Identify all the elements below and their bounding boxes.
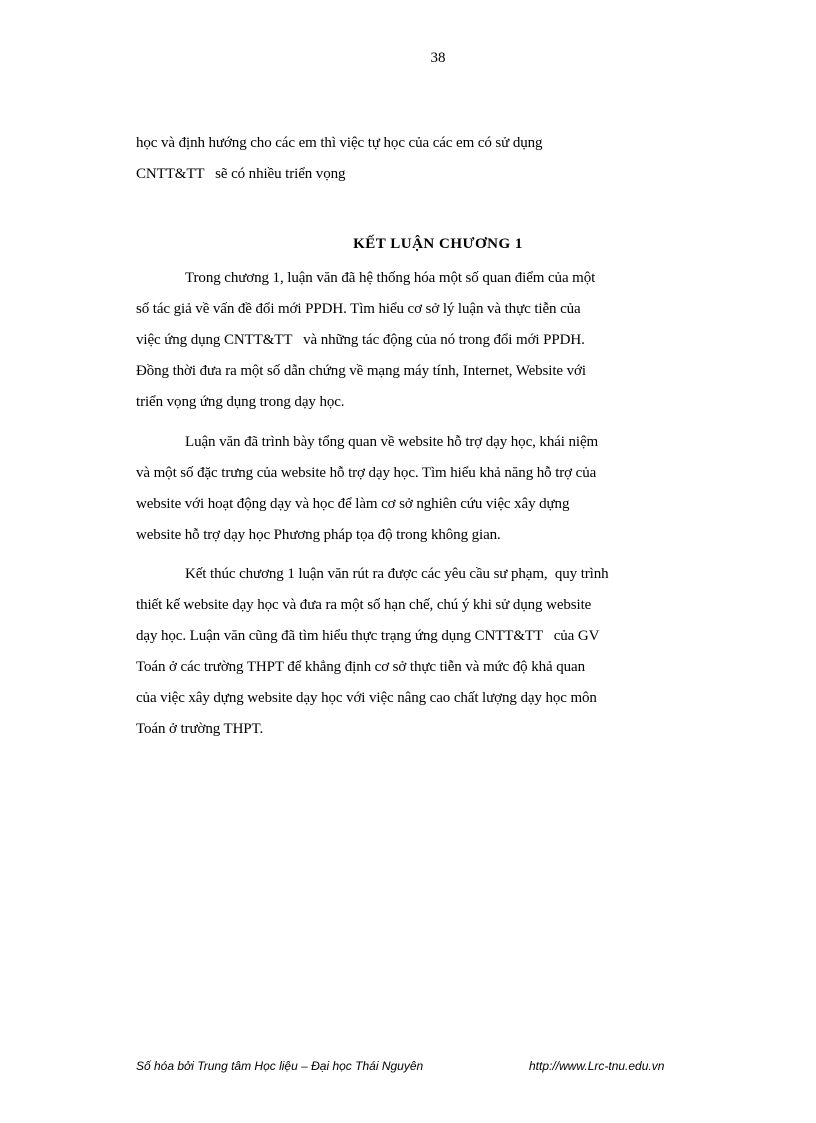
paragraph-line: Trong chương 1, luận văn đã hệ thống hóa một số quan điểm của một — [185, 270, 596, 286]
footer-url: http://www.Lrc-tnu.edu.vn — [529, 1059, 665, 1073]
chapter-conclusion-heading: KẾT LUẬN CHƯƠNG 1 — [353, 236, 523, 252]
page-number: 38 — [430, 50, 446, 66]
paragraph-line: của việc xây dựng website dạy học với việc nâng cao chất lượng dạy học môn — [136, 690, 597, 706]
paragraph-2 — [136, 427, 696, 551]
paragraph-line: việc ứng dụng CNTT&TT và những tác động của nó trong đổi mới PPDH. — [136, 332, 585, 348]
paragraph-line: dạy học. Luận văn cũng đã tìm hiểu thực trạng ứng dụng CNTT&TT của GV — [136, 628, 600, 644]
paragraph-3 — [136, 559, 696, 745]
paragraph-line: Toán ở các trường THPT để khẳng định cơ sở thực tiễn và mức độ khả quan — [136, 659, 585, 675]
paragraph-line: Đồng thời đưa ra một số dẫn chứng về mạng máy tính, Internet, Website với — [136, 363, 586, 379]
paragraph-line: website với hoạt động dạy và học để làm cơ sở nghiên cứu việc xây dựng — [136, 496, 570, 512]
paragraph-line: Kết thúc chương 1 luận văn rút ra được các yêu cầu sư phạm, quy trình — [185, 566, 609, 582]
intro-line: CNTT&TT sẽ có nhiều triển vọng — [136, 166, 346, 182]
paragraph-line: Luận văn đã trình bày tổng quan về website hỗ trợ dạy học, khái niệm — [185, 434, 599, 450]
paragraph-line: website hỗ trợ dạy học Phương pháp tọa độ trong không gian. — [136, 527, 501, 543]
paragraph-line: thiết kế website dạy học và đưa ra một số hạn chế, chú ý khi sử dụng website — [136, 597, 592, 613]
paragraph-line: Toán ở trường THPT. — [136, 721, 264, 737]
intro-paragraph — [136, 128, 696, 190]
paragraph-line: triển vọng ứng dụng trong dạy học. — [136, 394, 345, 410]
footer-source: Số hóa bởi Trung tâm Học liệu – Đại học Thái Nguyên — [136, 1059, 424, 1073]
intro-line: học và định hướng cho các em thì việc tự học của các em có sử dụng — [136, 135, 543, 151]
paragraph-line: số tác giả về vấn đề đổi mới PPDH. Tìm hiểu cơ sở lý luận và thực tiễn của — [136, 301, 581, 317]
paragraph-line: và một số đặc trưng của website hỗ trợ dạy học. Tìm hiểu khả năng hỗ trợ của — [136, 465, 597, 481]
paragraph-1 — [136, 263, 696, 418]
